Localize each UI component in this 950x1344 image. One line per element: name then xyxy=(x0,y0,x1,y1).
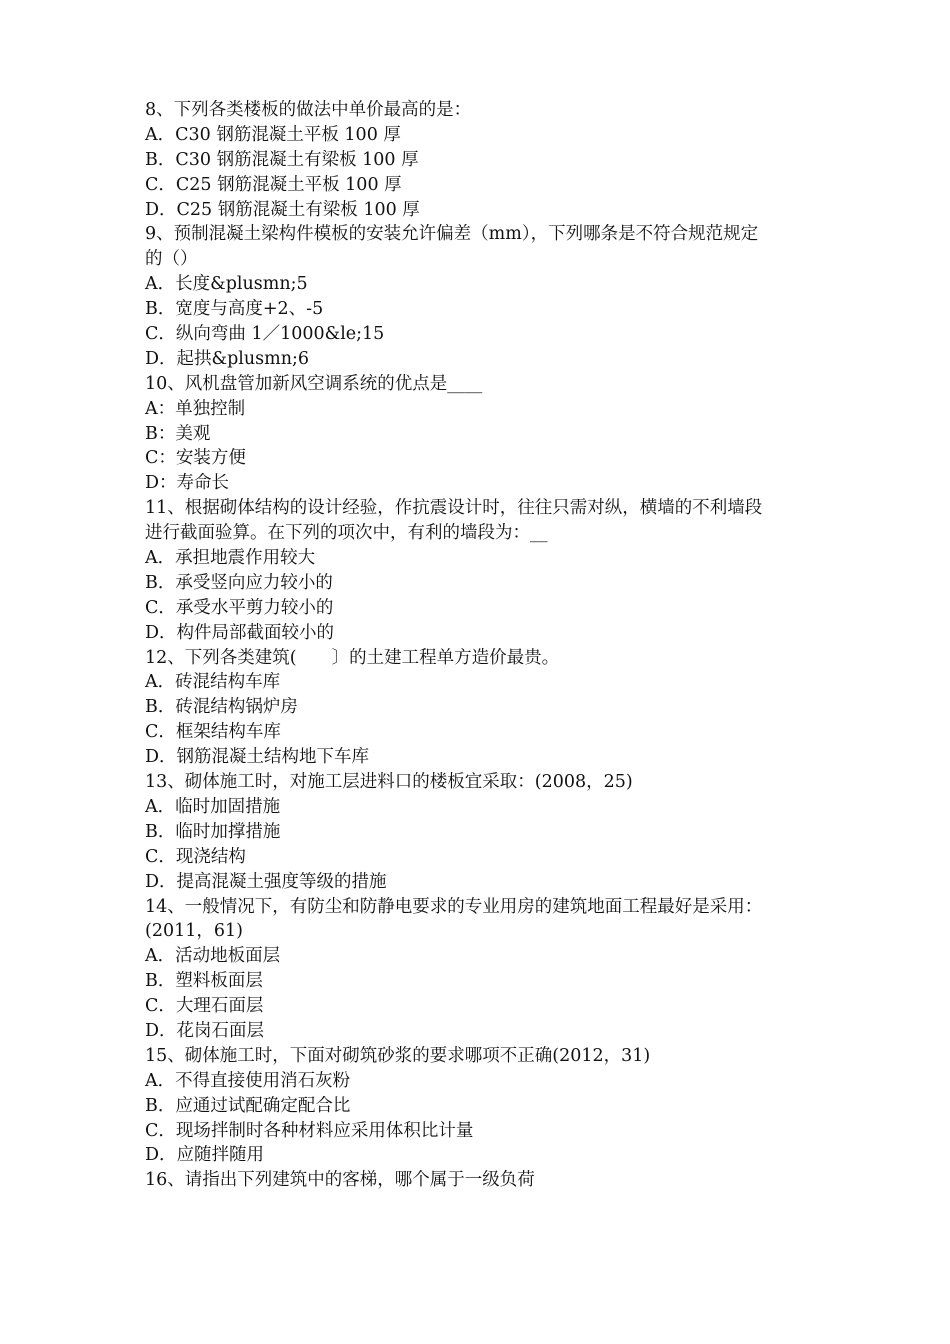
text-line: C．承受水平剪力较小的 xyxy=(145,597,334,618)
text-line: C．C25 钢筋混凝土平板 100 厚 xyxy=(145,174,402,195)
text-line: 9、预制混凝土梁构件模板的安装允许偏差（mm），下列哪条是不符合规范规定 xyxy=(145,224,759,245)
text-line: D．起拱&plusmn;6 xyxy=(145,348,310,369)
text-line: D．应随拌随用 xyxy=(145,1145,265,1166)
question-list xyxy=(145,98,825,1193)
text-line: C．现浇结构 xyxy=(145,846,246,867)
text-line: B．C30 钢筋混凝土有梁板 100 厚 xyxy=(145,149,419,170)
text-line: A．不得直接使用消石灰粉 xyxy=(145,1070,351,1091)
text-line: 16、请指出下列建筑中的客梯，哪个属于一级负荷 xyxy=(145,1170,535,1191)
text-line: D．钢筋混凝土结构地下车库 xyxy=(145,747,370,768)
text-line: A．临时加固措施 xyxy=(145,796,281,817)
text-line: D．提高混凝土强度等级的措施 xyxy=(145,871,387,892)
text-line: C．纵向弯曲 1／1000&le;15 xyxy=(145,324,385,345)
text-line: 15、砌体施工时，下面对砌筑砂浆的要求哪项不正确(2012，31) xyxy=(145,1045,651,1066)
text-line: C：安装方便 xyxy=(145,448,246,469)
text-line: A．C30 钢筋混凝土平板 100 厚 xyxy=(145,124,401,145)
text-line: A．承担地震作用较大 xyxy=(145,548,316,569)
text-line: B．塑料板面层 xyxy=(145,971,263,992)
text-line: B．宽度与高度+2、-5 xyxy=(145,299,324,320)
text-line: C．现场拌制时各种材料应采用体积比计量 xyxy=(145,1120,474,1141)
text-line: B．临时加撑措施 xyxy=(145,821,281,842)
text-line: (2011，61) xyxy=(145,921,243,942)
text-line: 12、下列各类建筑( 〕的土建工程单方造价最贵。 xyxy=(145,647,560,668)
text-line: A：单独控制 xyxy=(145,398,246,419)
text-line: 进行截面验算。在下列的项次中，有利的墙段为：__ xyxy=(145,523,548,544)
text-line: 8、下列各类楼板的做法中单价最高的是： xyxy=(145,100,472,120)
text-line: 11、根据砌体结构的设计经验，作抗震设计时，往往只需对纵，横墙的不利墙段 xyxy=(145,498,763,519)
text-line: D．花岗石面层 xyxy=(145,1020,265,1041)
text-line: 的（） xyxy=(145,249,198,270)
text-line: B．砖混结构锅炉房 xyxy=(145,697,298,718)
text-line: B：美观 xyxy=(145,423,211,444)
text-line: B．承受竖向应力较小的 xyxy=(145,572,333,593)
text-line: A．砖混结构车库 xyxy=(145,672,281,693)
text-line: A．长度&plusmn;5 xyxy=(145,274,308,295)
text-line: D．C25 钢筋混凝土有梁板 100 厚 xyxy=(145,199,420,220)
text-line: C．框架结构车库 xyxy=(145,722,281,743)
text-line: 10、风机盘管加新风空调系统的优点是____ xyxy=(145,373,483,394)
text-line: 14、一般情况下，有防尘和防静电要求的专业用房的建筑地面工程最好是采用： xyxy=(145,896,763,917)
text-line: 13、砌体施工时，对施工层进料口的楼板宜采取：(2008，25) xyxy=(145,772,633,793)
text-line: B．应通过试配确定配合比 xyxy=(145,1095,351,1116)
text-line: D．构件局部截面较小的 xyxy=(145,622,335,643)
text-line: A．活动地板面层 xyxy=(145,946,281,967)
text-line: C．大理石面层 xyxy=(145,996,264,1017)
text-line: D：寿命长 xyxy=(145,473,230,494)
